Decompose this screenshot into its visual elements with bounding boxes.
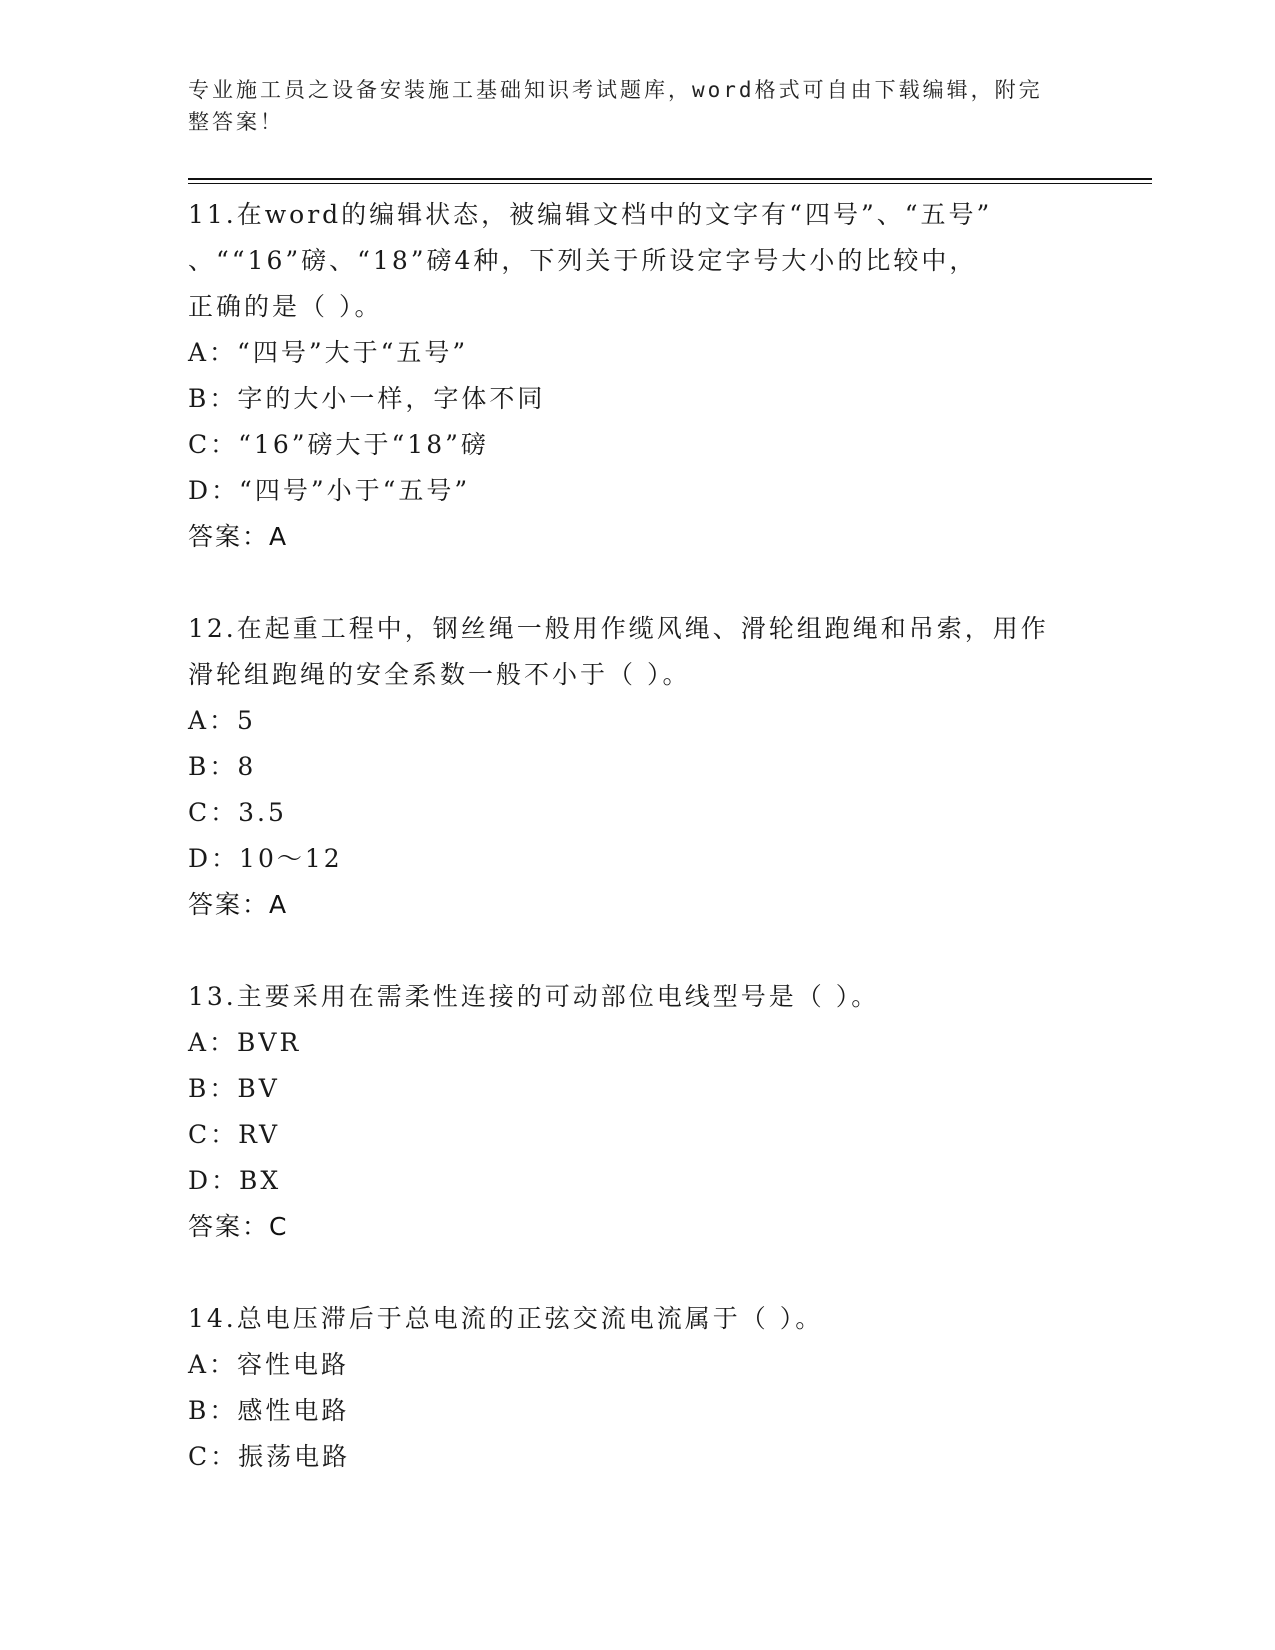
question-12	[188, 606, 1088, 928]
option-a: A：BVR	[188, 1028, 302, 1057]
answer-line: 答案：A	[188, 890, 289, 919]
option-b: B：感性电路	[188, 1396, 350, 1425]
header-divider-thin	[188, 183, 1152, 184]
question-stem: 12.在起重工程中，钢丝绳一般用作缆风绳、滑轮组跑绳和吊索，用作 滑轮组跑绳的安全系数一般不小于（ ）。	[188, 614, 1049, 689]
option-b: B：8	[188, 752, 257, 781]
header-line-2: 整答案！	[188, 110, 284, 134]
question-14	[188, 1296, 1088, 1480]
question-11	[188, 192, 1088, 560]
option-a: A：“四号”大于“五号”	[188, 338, 469, 367]
document-header	[188, 74, 1068, 138]
question-13	[188, 974, 1088, 1250]
answer-line: 答案：A	[188, 522, 289, 551]
option-a: A：容性电路	[188, 1350, 350, 1379]
option-c: C：“16”磅大于“18”磅	[188, 430, 489, 459]
option-d: D：10～12	[188, 844, 343, 873]
option-d: D：“四号”小于“五号”	[188, 476, 471, 505]
header-divider-thick	[188, 178, 1152, 180]
answer-line: 答案：C	[188, 1212, 289, 1241]
option-c: C：3.5	[188, 798, 287, 827]
option-b: B：字的大小一样，字体不同	[188, 384, 546, 413]
question-stem: 11.在word的编辑状态，被编辑文档中的文字有“四号”、“五号” 、““16”磅、“18”磅4种，下列关于所设定字号大小的比较中， 正确的是（ ）。	[188, 200, 993, 321]
option-a: A：5	[188, 706, 256, 735]
option-c: C：振荡电路	[188, 1442, 351, 1471]
question-stem: 13.主要采用在需柔性连接的可动部位电线型号是（ ）。	[188, 982, 880, 1011]
question-list	[188, 192, 1088, 1526]
option-c: C：RV	[188, 1120, 281, 1149]
question-stem: 14.总电压滞后于总电流的正弦交流电流属于（ ）。	[188, 1304, 824, 1333]
option-b: B：BV	[188, 1074, 280, 1103]
header-line-1: 专业施工员之设备安装施工基础知识考试题库，word格式可自由下载编辑，附完	[188, 78, 1043, 102]
option-d: D：BX	[188, 1166, 282, 1195]
